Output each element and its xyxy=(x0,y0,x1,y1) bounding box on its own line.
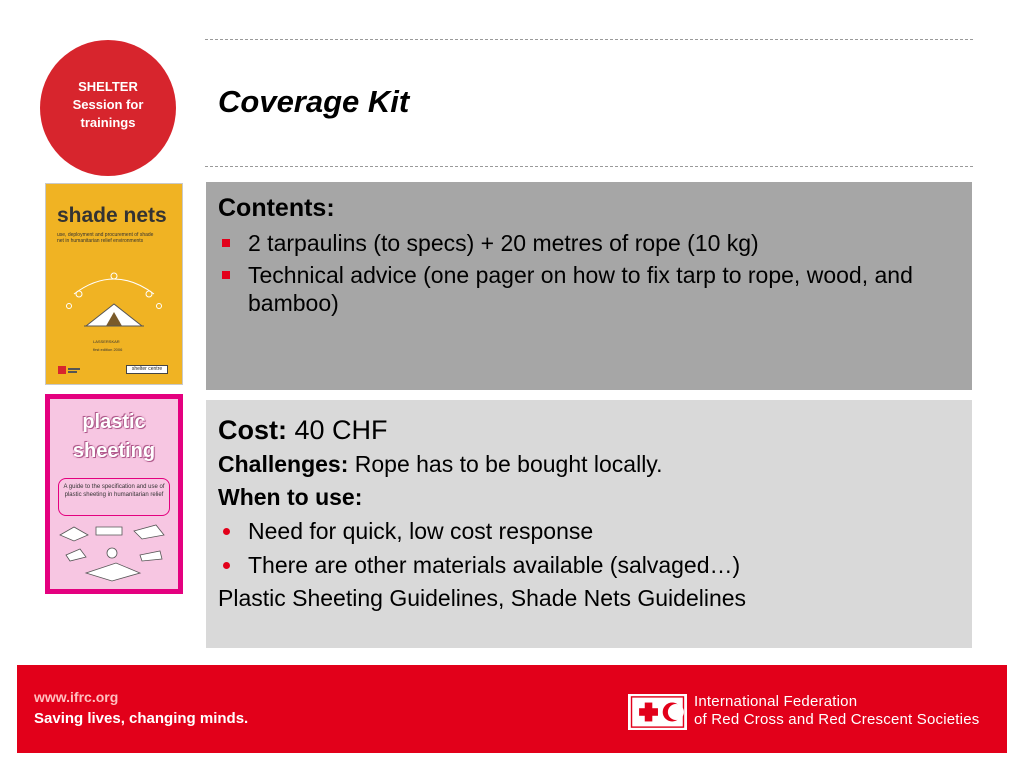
shelter-session-badge xyxy=(40,40,176,176)
plastic-sheeting-cover-title-2: sheeting xyxy=(72,440,156,462)
tent-sun-illustration xyxy=(64,264,164,329)
references-line: Plastic Sheeting Guidelines, Shade Nets Guidelines xyxy=(218,585,747,611)
plastic-sheeting-illustrations xyxy=(56,521,172,583)
when-to-use-item-text: Need for quick, low cost response xyxy=(248,518,594,544)
square-bullet-icon xyxy=(222,271,230,279)
square-bullet-icon xyxy=(222,239,230,247)
slide-title: Coverage Kit xyxy=(218,84,410,119)
challenges-value: Rope has to be bought locally. xyxy=(348,451,663,477)
cost-label: Cost: xyxy=(218,415,287,445)
contents-heading: Contents: xyxy=(218,194,335,222)
when-to-use-label: When to use: xyxy=(218,484,363,510)
details-panel xyxy=(206,400,972,648)
plastic-sheeting-cover xyxy=(45,394,183,594)
title-divider xyxy=(205,166,973,167)
top-divider xyxy=(205,39,973,40)
when-to-use-line xyxy=(218,481,960,514)
list-item xyxy=(218,261,960,317)
badge-line-3: trainings xyxy=(80,115,136,130)
list-item xyxy=(218,229,960,257)
footer-url-link[interactable]: www.ifrc.org xyxy=(34,689,119,705)
challenges-label: Challenges: xyxy=(218,451,349,477)
when-to-use-list xyxy=(218,514,960,582)
round-bullet-icon xyxy=(223,562,230,569)
list-item xyxy=(218,514,960,548)
list-item xyxy=(218,548,960,582)
shade-nets-cover-edition: first edition 2006 xyxy=(93,347,123,352)
contents-list xyxy=(218,229,960,317)
contents-item-text: 2 tarpaulins (to specs) + 20 metres of rope (10 kg) xyxy=(248,230,759,256)
footer-bar xyxy=(17,665,1007,753)
contents-item-text: Technical advice (one pager on how to fix tarp to rope, wood, and bamboo) xyxy=(248,262,913,316)
when-to-use-item-text: There are other materials available (salvaged…) xyxy=(248,552,741,578)
challenges-line xyxy=(218,448,960,481)
msf-logo-icon xyxy=(58,365,80,375)
plastic-sheeting-cover-title-1: plastic xyxy=(82,411,146,433)
round-bullet-icon xyxy=(223,528,230,535)
shade-nets-cover-title: shade nets xyxy=(57,204,167,227)
cost-line xyxy=(218,412,960,448)
cost-value: 40 CHF xyxy=(287,415,388,445)
contents-panel xyxy=(206,182,972,390)
footer-org-line-2: of Red Cross and Red Crescent Societies xyxy=(694,711,980,728)
red-cross-crescent-logo-icon xyxy=(628,694,687,730)
shade-nets-cover-subtitle: use, deployment and procurement of shade net in humanitarian relief environments xyxy=(57,232,154,244)
footer-org-line-1: International Federation xyxy=(694,693,858,710)
badge-line-2: Session for xyxy=(72,97,144,112)
shade-nets-cover-author: LASSERSKAR xyxy=(93,339,120,344)
plastic-sheeting-cover-guide: A guide to the specification and use of plastic sheeting in humanitarian relief xyxy=(58,478,170,516)
shade-nets-cover xyxy=(45,183,183,385)
badge-line-1: SHELTER xyxy=(78,79,138,94)
footer-tagline: Saving lives, changing minds. xyxy=(34,710,249,727)
shelter-centre-logo: shelter centre xyxy=(126,365,168,374)
